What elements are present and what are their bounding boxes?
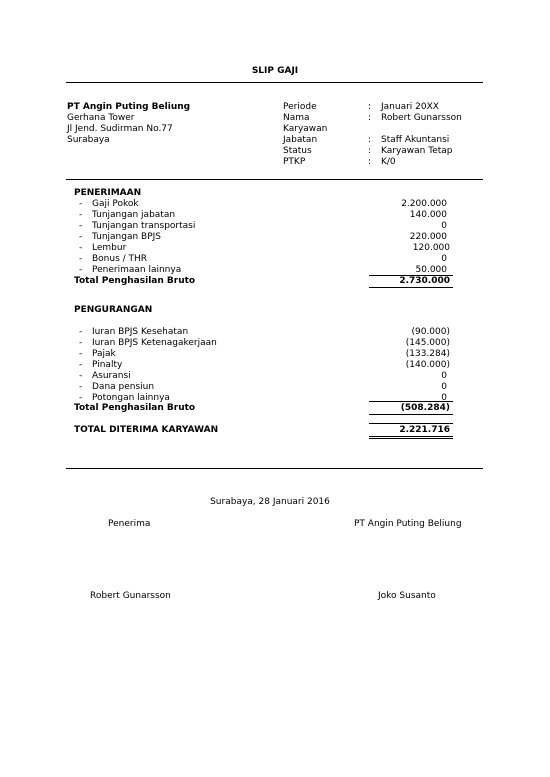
deductions-total-row (74, 403, 450, 414)
earnings-value: 0 (441, 254, 447, 264)
company-name: PT Angin Puting Beliung (67, 102, 191, 112)
net-total-row (74, 425, 450, 436)
deductions-total-label: Total Penghasilan Bruto (74, 403, 196, 413)
earnings-row (74, 210, 450, 221)
earnings-value: 2.200.000 (401, 199, 447, 209)
info-sep: : (368, 135, 372, 145)
deductions-heading: PENGURANGAN (74, 305, 153, 315)
net-double-underline-1 (369, 436, 453, 437)
deductions-value: (140.000) (405, 360, 450, 370)
earnings-row (74, 199, 450, 210)
signature-left-title: Penerima (108, 519, 151, 529)
deductions-label: Pinalty (92, 360, 123, 370)
info-sep: : (368, 157, 372, 167)
info-sep: : (368, 102, 372, 112)
earnings-label: Bonus / THR (92, 254, 148, 264)
bullet-dash: - (79, 382, 83, 392)
signature-right-name: Joko Susanto (378, 591, 436, 601)
deductions-row (74, 371, 450, 382)
deductions-label: Pajak (92, 349, 116, 359)
earnings-total-row (74, 276, 450, 287)
deductions-label: Asuransi (92, 371, 131, 381)
subtotal-underline (369, 401, 453, 402)
info-label-ptkp: PTKP (283, 157, 306, 167)
deductions-label: Iuran BPJS Ketenagakerjaan (92, 338, 217, 348)
deductions-value: (145.000) (405, 338, 450, 348)
info-value-nama: Robert Gunarsson (381, 113, 462, 123)
total-underline (369, 287, 453, 288)
deductions-row (74, 327, 450, 338)
earnings-label: Lembur (92, 243, 127, 253)
info-sep: : (368, 113, 372, 123)
bullet-dash: - (79, 360, 83, 370)
earnings-row (74, 243, 450, 254)
bullet-dash: - (79, 243, 83, 253)
earnings-value: 0 (441, 221, 447, 231)
info-label-status: Status (283, 146, 312, 156)
net-total-value: 2.221.716 (399, 425, 450, 435)
signature-left-name: Robert Gunarsson (90, 591, 171, 601)
deductions-value: 0 (441, 371, 447, 381)
bullet-dash: - (79, 254, 83, 264)
bullet-dash: - (79, 349, 83, 359)
bullet-dash: - (79, 338, 83, 348)
deductions-row (74, 338, 450, 349)
deductions-label: Iuran BPJS Kesehatan (92, 327, 189, 337)
title-divider (66, 82, 483, 83)
info-label-nama: Nama (283, 113, 310, 123)
deductions-total-value: (508.284) (400, 403, 450, 413)
bullet-dash: - (79, 327, 83, 337)
signature-right-title: PT Angin Puting Beliung (354, 519, 462, 529)
deductions-value: 0 (441, 382, 447, 392)
deductions-value: (90.000) (411, 327, 450, 337)
info-sep: : (368, 146, 372, 156)
deductions-row (74, 349, 450, 360)
bullet-dash: - (79, 210, 83, 220)
deductions-label: Potongan lainnya (92, 393, 170, 403)
bullet-dash: - (79, 371, 83, 381)
bullet-dash: - (79, 393, 83, 403)
info-value-ptkp: K/0 (381, 157, 396, 167)
earnings-row (74, 254, 450, 265)
company-address-line-3: Surabaya (67, 135, 110, 145)
net-total-label: TOTAL DITERIMA KARYAWAN (74, 425, 219, 435)
earnings-total-label: Total Penghasilan Bruto (74, 276, 196, 286)
header-divider (66, 179, 483, 180)
info-value-status: Karyawan Tetap (381, 146, 453, 156)
footer-divider (66, 468, 483, 469)
info-label-jabatan: Jabatan (283, 135, 318, 145)
net-double-underline-2 (369, 438, 453, 439)
info-label-karyawan: Karyawan (283, 124, 328, 134)
earnings-label: Tunjangan jabatan (92, 210, 176, 220)
earnings-heading: PENERIMAAN (74, 188, 142, 198)
signature-place-date: Surabaya, 28 Januari 2016 (210, 497, 330, 507)
earnings-value: 120.000 (412, 243, 450, 253)
bullet-dash: - (79, 265, 83, 275)
earnings-label: Penerimaan lainnya (92, 265, 182, 275)
bullet-dash: - (79, 221, 83, 231)
bullet-dash: - (79, 199, 83, 209)
page-title: SLIP GAJI (251, 66, 299, 76)
bullet-dash: - (79, 232, 83, 242)
earnings-value: 140.000 (409, 210, 447, 220)
company-address-line-1: Gerhana Tower (67, 113, 135, 123)
earnings-label: Tunjangan BPJS (92, 232, 162, 242)
deductions-row (74, 382, 450, 393)
earnings-label: Tunjangan transportasi (92, 221, 196, 231)
info-value-periode: Januari 20XX (381, 102, 439, 112)
info-label-periode: Periode (283, 102, 317, 112)
earnings-total-value: 2.730.000 (399, 276, 450, 286)
earnings-value: 50.000 (415, 265, 447, 275)
earnings-row (74, 221, 450, 232)
company-address-line-2: Jl Jend. Sudirman No.77 (67, 124, 173, 134)
total-underline (369, 414, 453, 415)
deductions-label: Dana pensiun (92, 382, 155, 392)
earnings-value: 220.000 (409, 232, 447, 242)
earnings-label: Gaji Pokok (92, 199, 139, 209)
net-top-underline (369, 423, 453, 424)
deductions-row (74, 360, 450, 371)
deductions-value: (133.284) (405, 349, 450, 359)
earnings-row (74, 232, 450, 243)
deductions-value: 0 (441, 393, 447, 403)
info-value-jabatan: Staff Akuntansi (381, 135, 450, 145)
